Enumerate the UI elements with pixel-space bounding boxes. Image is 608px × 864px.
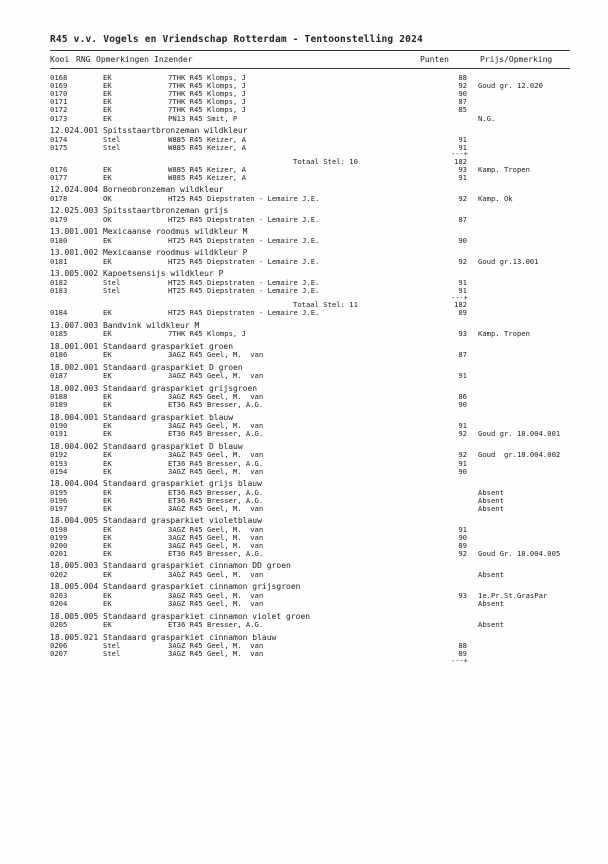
entry-prize: N.G. xyxy=(478,113,496,123)
entry-exhibitor: HT25 R45 Diepstraten - Lemaire J.E. xyxy=(168,308,320,318)
entry-remark: EK xyxy=(103,503,112,513)
col-header-remarks: Opmerkingen xyxy=(96,55,149,64)
cage-number: 0207 xyxy=(50,649,68,659)
cage-number: 0172 xyxy=(50,105,68,115)
subtotal-points: 182 xyxy=(454,156,467,166)
entry-prize: Goud gr. 18.004.001 xyxy=(478,429,561,439)
class-header: 18.001.001 Standaard grasparkiet groen xyxy=(50,341,234,351)
cage-number: 0184 xyxy=(50,308,68,318)
cage-number: 0206 xyxy=(50,641,68,651)
entry-points: 92 xyxy=(458,549,467,559)
entry-exhibitor: 7THK R45 Klomps, J xyxy=(168,81,246,91)
entry-remark: EK xyxy=(103,458,112,468)
entry-exhibitor: ET36 R45 Bresser, A.G. xyxy=(168,487,264,497)
entry-points: 90 xyxy=(458,89,467,99)
subtotal-label: Totaal Stel: 10 xyxy=(293,156,358,166)
cage-number: 0196 xyxy=(50,495,68,505)
class-header: 13.007.003 Bandvink wildkleur M xyxy=(50,320,200,330)
entry-points: 91 xyxy=(458,286,467,295)
cage-number: 0189 xyxy=(50,400,68,410)
entry-remark: OK xyxy=(103,214,112,224)
entry-points: 85 xyxy=(458,105,467,115)
cage-number: 0173 xyxy=(50,113,68,123)
entry-remark: EK xyxy=(103,105,112,115)
entry-exhibitor: ET36 R45 Bresser, A.G. xyxy=(168,400,264,410)
entry-exhibitor: 7THK R45 Klomps, J xyxy=(168,89,246,99)
entry-exhibitor: ET36 R45 Bresser, A.G. xyxy=(168,429,264,439)
entry-remark: EK xyxy=(103,487,112,497)
entry-points: 92 xyxy=(458,193,467,203)
entry-points: 87 xyxy=(458,350,467,360)
title-rule xyxy=(50,50,570,51)
class-header: 18.005.003 Standaard grasparkiet cinnamon DD groen xyxy=(50,561,291,571)
entry-remark: Stel xyxy=(103,286,121,295)
col-header-exhibitor: Inzender xyxy=(154,55,193,64)
cage-number: 0183 xyxy=(50,286,68,295)
entry-points: 91 xyxy=(458,524,467,534)
entry-exhibitor: 3AGZ R45 Geel, M. van xyxy=(168,450,264,460)
entry-remark: EK xyxy=(103,466,112,476)
entry-exhibitor: W885 R45 Keizer, A xyxy=(168,172,246,182)
cage-number: 0190 xyxy=(50,421,68,431)
cage-number: 0185 xyxy=(50,329,68,339)
cage-number: 0198 xyxy=(50,524,68,534)
cage-number: 0186 xyxy=(50,350,68,360)
entry-remark: EK xyxy=(103,164,112,174)
entry-points: 92 xyxy=(458,450,467,460)
entry-points: 87 xyxy=(458,214,467,224)
entry-exhibitor: ET36 R45 Bresser, A.G. xyxy=(168,549,264,559)
entry-points: 93 xyxy=(458,329,467,339)
entry-points: 92 xyxy=(458,429,467,439)
entry-exhibitor: HT25 R45 Diepstraten - Lemaire J.E. xyxy=(168,214,320,224)
entry-remark: Stel xyxy=(103,142,121,152)
entry-exhibitor: PN13 R45 Smit, P xyxy=(168,113,238,123)
cage-number: 0171 xyxy=(50,97,68,107)
entry-points: 89 xyxy=(458,649,467,659)
entry-prize: Kamp. Tropen xyxy=(478,164,530,174)
entry-points: 92 xyxy=(458,81,467,91)
entry-prize: Kamp. Tropen xyxy=(478,329,530,339)
entry-exhibitor: 3AGZ R45 Geel, M. van xyxy=(168,641,264,651)
cage-number: 0194 xyxy=(50,466,68,476)
entry-remark: EK xyxy=(103,113,112,123)
col-header-points: Punten xyxy=(420,55,449,64)
entry-prize: Kamp. Ok xyxy=(478,193,513,203)
class-header: 18.005.021 Standaard grasparkiet cinnamon blauw xyxy=(50,632,277,642)
class-header: 18.002.001 Standaard grasparkiet D groen xyxy=(50,362,243,372)
entry-remark: EK xyxy=(103,256,112,266)
entry-remark: EK xyxy=(103,392,112,402)
entry-exhibitor: HT25 R45 Diepstraten - Lemaire J.E. xyxy=(168,193,320,203)
cage-number: 0197 xyxy=(50,503,68,513)
cage-number: 0176 xyxy=(50,164,68,174)
entry-remark: EK xyxy=(103,541,112,550)
cage-number: 0202 xyxy=(50,570,68,580)
cage-number: 0168 xyxy=(50,73,68,82)
entry-exhibitor: 3AGZ R45 Geel, M. van xyxy=(168,392,264,402)
entry-remark: EK xyxy=(103,495,112,505)
entry-exhibitor: 7THK R45 Klomps, J xyxy=(168,73,246,82)
entry-remark: EK xyxy=(103,172,112,182)
cage-number: 0205 xyxy=(50,620,68,630)
entry-exhibitor: 3AGZ R45 Geel, M. van xyxy=(168,371,264,381)
entry-remark: EK xyxy=(103,97,112,107)
class-header: 12.024.004 Borneobronzeman wildkleur xyxy=(50,185,224,195)
entry-remark: EK xyxy=(103,308,112,318)
entry-exhibitor: 3AGZ R45 Geel, M. van xyxy=(168,649,264,659)
entry-exhibitor: 3AGZ R45 Geel, M. van xyxy=(168,466,264,476)
entry-exhibitor: W885 R45 Keizer, A xyxy=(168,134,246,144)
entry-points: 90 xyxy=(458,532,467,542)
entry-points: 92 xyxy=(458,256,467,266)
cage-number: 0177 xyxy=(50,172,68,182)
class-header: 18.005.005 Standaard grasparkiet cinnamon violet groen xyxy=(50,611,311,621)
entry-exhibitor: HT25 R45 Diepstraten - Lemaire J.E. xyxy=(168,235,320,245)
entry-remark: EK xyxy=(103,81,112,91)
col-header-cage: Kooi xyxy=(50,55,70,64)
page-title: R45 v.v. Vogels en Vriendschap Rotterdam - Tentoonstelling 2024 xyxy=(50,34,423,45)
entry-points: 90 xyxy=(458,400,467,410)
entry-exhibitor: 3AGZ R45 Geel, M. van xyxy=(168,503,264,513)
entry-points: 90 xyxy=(458,466,467,476)
class-header: 18.002.003 Standaard grasparkiet grijsgroen xyxy=(50,383,258,393)
entry-exhibitor: 3AGZ R45 Geel, M. van xyxy=(168,570,264,580)
class-header: 13.005.002 Kapoetsensijs wildkleur P xyxy=(50,269,224,279)
cage-number: 0203 xyxy=(50,591,68,601)
entry-remark: Stel xyxy=(103,649,121,659)
entry-points: 86 xyxy=(458,392,467,402)
class-header: 18.005.004 Standaard grasparkiet cinnamon grijsgroen xyxy=(50,582,301,592)
entry-remark: EK xyxy=(103,329,112,339)
entry-points: 91 xyxy=(458,371,467,381)
cage-number: 0192 xyxy=(50,450,68,460)
cage-number: 0170 xyxy=(50,89,68,99)
entry-points: 91 xyxy=(458,458,467,468)
cage-number: 0188 xyxy=(50,392,68,402)
class-header: 18.004.005 Standaard grasparkiet violetblauw xyxy=(50,516,262,526)
cage-number: 0175 xyxy=(50,142,68,152)
class-header: 13.001.001 Mexicaanse roodmus wildkleur M xyxy=(50,227,248,237)
entry-remark: EK xyxy=(103,620,112,630)
entry-exhibitor: 3AGZ R45 Geel, M. van xyxy=(168,350,264,360)
cage-number: 0181 xyxy=(50,256,68,266)
entry-exhibitor: HT25 R45 Diepstraten - Lemaire J.E. xyxy=(168,277,320,287)
cage-number: 0174 xyxy=(50,134,68,144)
header-rule xyxy=(50,68,570,69)
class-header: 13.001.002 Mexicaanse roodmus wildkleur P xyxy=(50,248,248,258)
entry-points: 93 xyxy=(458,164,467,174)
entry-prize: Absent xyxy=(478,620,504,630)
cage-number: 0200 xyxy=(50,541,68,550)
entry-prize: Goud gr. 12.020 xyxy=(478,81,543,91)
class-header: 18.004.001 Standaard grasparkiet blauw xyxy=(50,412,234,422)
entry-exhibitor: 7THK R45 Klomps, J xyxy=(168,105,246,115)
col-header-prize: Prijs/Opmerking xyxy=(480,55,553,64)
cage-number: 0204 xyxy=(50,599,68,609)
entry-points: 91 xyxy=(458,172,467,182)
entry-remark: EK xyxy=(103,591,112,601)
subtotal-dash-line: ---+ xyxy=(451,150,468,159)
entry-prize: Absent xyxy=(478,599,504,609)
entry-exhibitor: W885 R45 Keizer, A xyxy=(168,164,246,174)
entry-exhibitor: HT25 R45 Diepstraten - Lemaire J.E. xyxy=(168,256,320,266)
col-header-rank: RNG xyxy=(76,55,91,64)
entry-exhibitor: ET36 R45 Bresser, A.G. xyxy=(168,495,264,505)
entry-points: 89 xyxy=(458,308,467,318)
cage-number: 0187 xyxy=(50,371,68,381)
entry-remark: EK xyxy=(103,235,112,245)
entry-remark: Stel xyxy=(103,277,121,287)
entry-exhibitor: 3AGZ R45 Geel, M. van xyxy=(168,591,264,601)
cage-number: 0182 xyxy=(50,277,68,287)
subtotal-dash-line: ---+ xyxy=(451,657,468,666)
cage-number: 0193 xyxy=(50,458,68,468)
class-header: 12.024.001 Spitsstaartbronzeman wildkleur xyxy=(50,125,248,135)
entry-exhibitor: 3AGZ R45 Geel, M. van xyxy=(168,541,264,550)
cage-number: 0179 xyxy=(50,214,68,224)
entry-prize: 1e.Pr.St.GrasPar xyxy=(478,591,548,601)
entry-points: 89 xyxy=(458,541,467,550)
entry-remark: EK xyxy=(103,73,112,82)
cage-number: 0180 xyxy=(50,235,68,245)
entry-exhibitor: W885 R45 Keizer, A xyxy=(168,142,246,152)
entry-exhibitor: 7THK R45 Klomps, J xyxy=(168,329,246,339)
subtotal-points: 182 xyxy=(454,300,467,310)
entry-remark: EK xyxy=(103,532,112,542)
entry-prize: Absent xyxy=(478,570,504,580)
entry-exhibitor: ET36 R45 Bresser, A.G. xyxy=(168,620,264,630)
entry-points: 90 xyxy=(458,235,467,245)
entry-remark: OK xyxy=(103,193,112,203)
entry-remark: EK xyxy=(103,429,112,439)
cage-number: 0178 xyxy=(50,193,68,203)
entry-remark: EK xyxy=(103,450,112,460)
cage-number: 0169 xyxy=(50,81,68,91)
entry-remark: EK xyxy=(103,89,112,99)
entry-exhibitor: ET36 R45 Bresser, A.G. xyxy=(168,458,264,468)
class-header: 12.025.003 Spitsstaartbronzeman grijs xyxy=(50,206,229,216)
cage-number: 0195 xyxy=(50,487,68,497)
entry-exhibitor: 3AGZ R45 Geel, M. van xyxy=(168,599,264,609)
entry-remark: EK xyxy=(103,400,112,410)
subtotal-label: Totaal Stel: 11 xyxy=(293,300,358,310)
entry-remark: EK xyxy=(103,549,112,559)
cage-number: 0191 xyxy=(50,429,68,439)
entry-prize: Absent xyxy=(478,487,504,497)
entry-prize: Goud Gr. 18.004.005 xyxy=(478,549,561,559)
entry-remark: EK xyxy=(103,421,112,431)
entry-prize: Absent xyxy=(478,495,504,505)
entry-points: 91 xyxy=(458,421,467,431)
entry-points: 87 xyxy=(458,97,467,107)
entry-exhibitor: 3AGZ R45 Geel, M. van xyxy=(168,524,264,534)
class-header: 18.004.002 Standaard grasparkiet D blauw xyxy=(50,441,243,451)
entry-exhibitor: 3AGZ R45 Geel, M. van xyxy=(168,421,264,431)
entry-remark: Stel xyxy=(103,134,121,144)
cage-number: 0201 xyxy=(50,549,68,559)
class-header: 18.004.004 Standaard grasparkiet grijs blauw xyxy=(50,478,262,488)
entry-points: 88 xyxy=(458,73,467,82)
entry-remark: EK xyxy=(103,599,112,609)
entry-prize: Goud gr.13.001 xyxy=(478,256,539,266)
entry-remark: EK xyxy=(103,570,112,580)
entry-remark: Stel xyxy=(103,641,121,651)
entry-points: 91 xyxy=(458,142,467,152)
entry-points: 91 xyxy=(458,277,467,287)
entry-exhibitor: 7THK R45 Klomps, J xyxy=(168,97,246,107)
entry-prize: Absent xyxy=(478,503,504,513)
cage-number: 0199 xyxy=(50,532,68,542)
subtotal-dash-line: ---+ xyxy=(451,293,468,302)
entry-remark: EK xyxy=(103,524,112,534)
entry-points: 88 xyxy=(458,641,467,651)
entry-exhibitor: HT25 R45 Diepstraten - Lemaire J.E. xyxy=(168,286,320,295)
entry-points: 91 xyxy=(458,134,467,144)
entry-exhibitor: 3AGZ R45 Geel, M. van xyxy=(168,532,264,542)
entry-remark: EK xyxy=(103,350,112,360)
entry-prize: Goud gr.18.004.002 xyxy=(478,450,561,460)
entry-points: 93 xyxy=(458,591,467,601)
entry-remark: EK xyxy=(103,371,112,381)
